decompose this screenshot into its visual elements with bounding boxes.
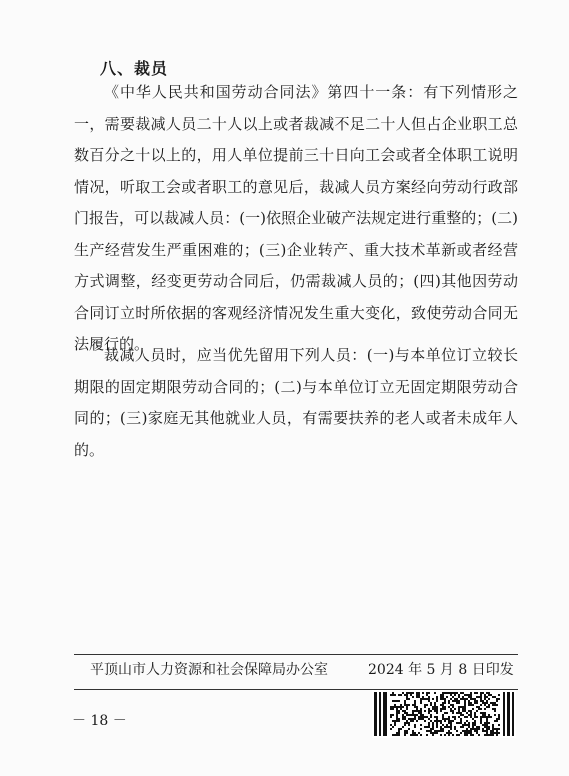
footer-print-date: 2024 年 5 月 8 日印发	[368, 662, 514, 678]
footer-top-rule	[74, 654, 518, 655]
footer-office-name: 平顶山市人力资源和社会保障局办公室	[90, 662, 328, 678]
paragraph-article-41: 《中华人民共和国劳动合同法》第四十一条：有下列情形之一，需要裁减人员二十人以上或者裁减不足二十人但占企业职工总数百分之十以上的，用人单位提前三十日向工会或者全体职工说明情况，听取工会或者职工的意见后，裁减人员方案经向劳动行政部门报告，可以裁减人员：(一)依照企业破产法规定进行重整的；(二)生产经营发生严重困难的；(三)企业转产、重大技术革新或者经营方式调整，经变更劳动合同后，仍需裁减人员的；(四)其他因劳动合同订立时所依据的客观经济情况发生重大变化，致使劳动合同无法履行的。	[74, 83, 518, 353]
barcode-image	[372, 690, 516, 738]
section-heading: 八、裁员	[100, 59, 169, 78]
paragraph-priority-retention: 裁减人员时，应当优先留用下列人员：(一)与本单位订立较长期限的固定期限劳动合同的；(二)与本单位订立无固定期限劳动合同的；(三)家庭无其他就业人员，有需要扶养的老人或者未成年人的。	[74, 346, 518, 459]
page-number: － 18 －	[72, 713, 127, 729]
